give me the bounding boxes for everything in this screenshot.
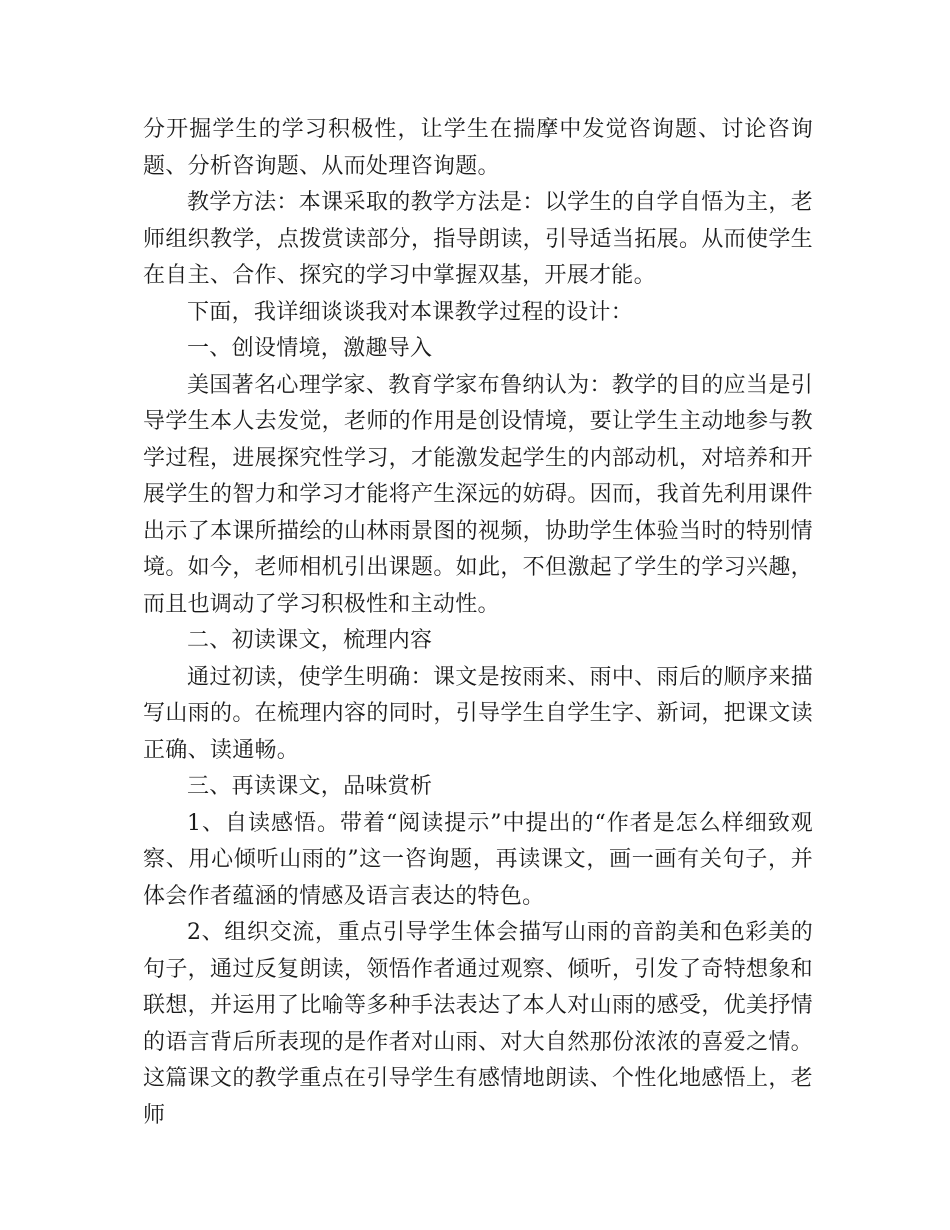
section-heading-1: 一、创设情境，激趣导入 [187,336,433,361]
paragraph-intro: 下面，我详细谈谈我对本课教学过程的设计： [187,299,634,325]
paragraph-step-1: 1、自读感悟。带着“阅读提示”中提出的“作者是怎么样细致观察、用心倾听山雨的”这一咨询题，再读课文，画一画有关句子，并体会作者蕴涵的情感及语言表达的特色。 [143,810,813,909]
section-heading-3: 三、再读课文，品味赏析 [187,774,433,799]
section-heading-2: 二、初读课文，梳理内容 [187,628,433,653]
paragraph-section-1: 美国著名心理学家、教育学家布鲁纳认为：教学的目的应当是引导学生本人去发觉，老师的作用是创设情境，要让学生主动地参与教学过程，进展探究性学习，才能激发起学生的内部动机，对培养和开展学生的智力和学习才能将产生深远的妨碍。因而，我首先利用课件出示了本课所描绘的山林雨景图的视频，协助学生体验当时的特别情境。如今，老师相机引出课题。如此，不但激起了学生的学习兴趣，而且也调动了学习积极性和主动性。 [143,372,813,617]
document-page [143,112,813,1134]
paragraph-step-2: 2、组织交流，重点引导学生体会描写山雨的音韵美和色彩美的句子，通过反复朗读，领悟作者通过观察、倾听，引发了奇特想象和联想，并运用了比喻等多种手法表达了本人对山雨的感受，优美抒情的语言背后所表现的是作者对山雨、对大自然那份浓浓的喜爱之情。这篇课文的教学重点在引导学生有感情地朗读、个性化地感悟上，老师 [143,920,813,1128]
paragraph-section-2: 通过初读，使学生明确：课文是按雨来、雨中、雨后的顺序来描写山雨的。在梳理内容的同时，引导学生自学生字、新词，把课文读正确、读通畅。 [143,664,813,763]
paragraph-continuation: 分开掘学生的学习积极性，让学生在揣摩中发觉咨询题、讨论咨询题、分析咨询题、从而处理咨询题。 [143,117,813,179]
paragraph-teaching-method: 教学方法：本课采取的教学方法是：以学生的自学自悟为主，老师组织教学，点拨赏读部分，指导朗读，引导适当拓展。从而使学生在自主、合作、探究的学习中掌握双基，开展才能。 [143,190,813,288]
